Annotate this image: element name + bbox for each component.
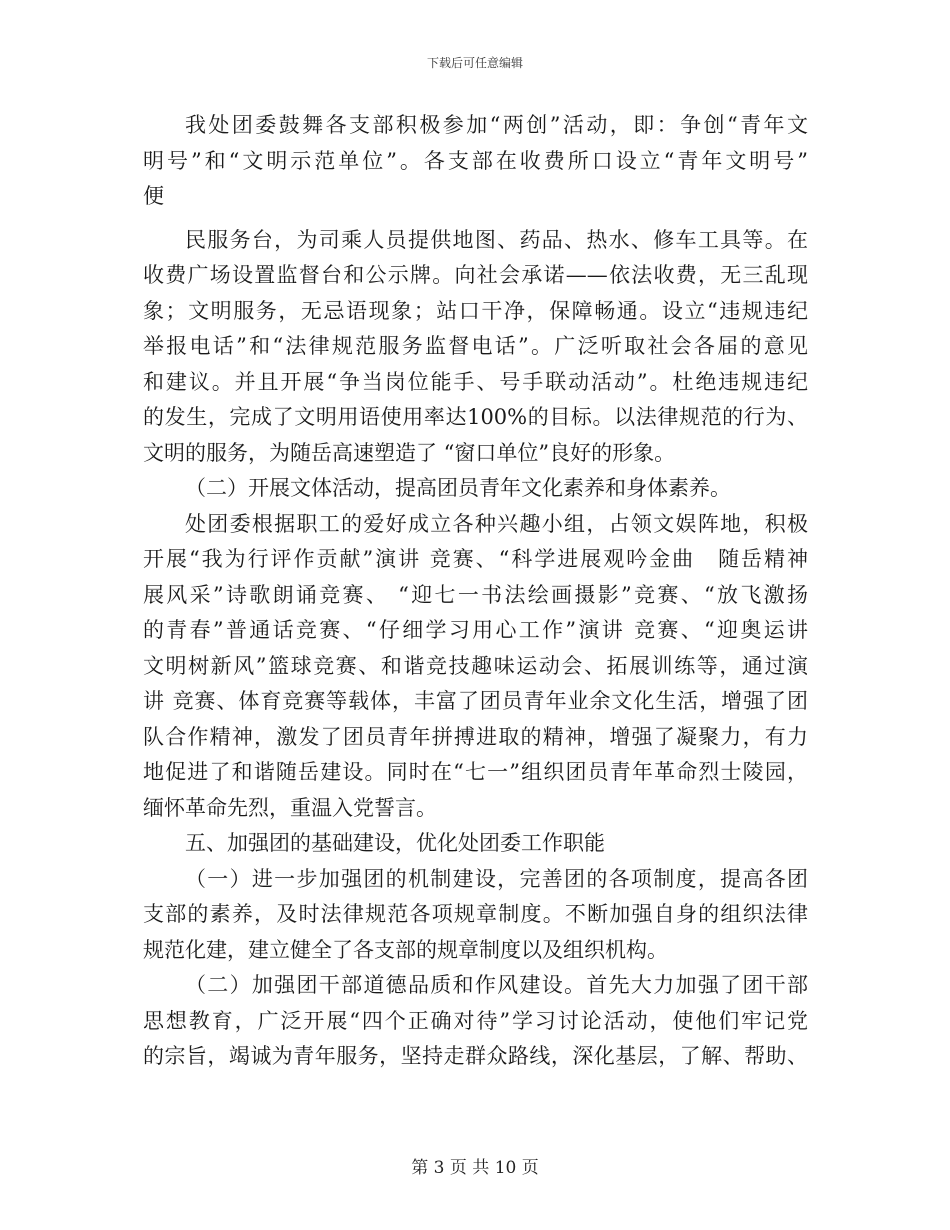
text-line: 举报电话”和“法律规范服务监督电话”。广泛听取社会各届的意见 xyxy=(143,334,808,358)
text-line: （二）开展文体活动，提高团员青年文化素养和身体素养。 xyxy=(185,476,731,500)
text-line: 民服务台，为司乘人员提供地图、药品、热水、修车工具等。在 xyxy=(185,227,808,252)
text-line: 便 xyxy=(143,184,164,208)
text-line: 讲 竞赛、体育竞赛等载体，丰富了团员青年业余文化生活，增强了团 xyxy=(143,689,808,713)
text-line: 的青春”普通话竞赛、“仔细学习用心工作”演讲 竞赛、“迎奥运讲 xyxy=(143,618,808,642)
text-line: 缅怀革命先烈，重温入党誓言。 xyxy=(143,795,437,820)
text-line: （二）加强团干部道德品质和作风建设。首先大力加强了团干部 xyxy=(185,973,808,997)
text-line: （一）进一步加强团的机制建设，完善团的各项制度，提高各团 xyxy=(185,866,808,891)
text-line: 处团委根据职工的爱好成立各种兴趣小组，占领文娱阵地，积极 xyxy=(185,511,808,536)
text-line: 地促进了和谐随岳建设。同时在“七一”组织团员青年革命烈士陵园， xyxy=(143,760,808,784)
text-line: 支部的素养，及时法律规范各项规章制度。不断加强自身的组织法律 xyxy=(143,902,808,926)
text-line: 收费广场设置监督台和公示牌。向社会承诺——依法收费，无三乱现 xyxy=(143,263,808,287)
header-note: 下载后可任意编辑 xyxy=(426,56,523,70)
text-line: 我处团委鼓舞各支部积极参加“两创”活动，即：争创“青年文 xyxy=(185,113,808,137)
page-footer: 第 3 页 共 10 页 xyxy=(411,1158,539,1178)
text-line: 规范化建，建立健全了各支部的规章制度以及组织机构。 xyxy=(143,937,668,962)
text-line: 展风采”诗歌朗诵竞赛、 “迎七一书法绘画摄影”竞赛、“放飞激扬 xyxy=(143,582,808,607)
text-line: 文明树新风”篮球竞赛、和谐竞技趣味运动会、拓展训练等，通过演 xyxy=(143,653,808,678)
text-line: 开展“我为行评作贡献”演讲 竞赛、“科学进展观吟金曲 随岳精神 xyxy=(143,547,808,571)
text-line: 队合作精神，激发了团员青年拼搏进取的精神，增强了凝聚力，有力 xyxy=(143,724,808,749)
text-line: 象；文明服务，无忌语现象；站口干净，保障畅通。设立“违规违纪 xyxy=(143,298,808,323)
text-line: 文明的服务，为随岳高速塑造了 “窗口单位”良好的形象。 xyxy=(143,440,676,465)
text-line: 明号”和“文明示范单位”。各支部在收费所口设立“青年文明号” xyxy=(143,148,808,173)
text-line: 思想教育，广泛开展“四个正确对待”学习讨论活动，使他们牢记党 xyxy=(143,1008,808,1033)
document-body xyxy=(143,108,808,1075)
text-line: 五、加强团的基础建设，优化处团委工作职能 xyxy=(185,831,605,855)
text-line: 的宗旨，竭诚为青年服务，坚持走群众路线，深化基层，了解、帮助、 xyxy=(143,1044,808,1068)
text-line: 的发生，完成了文明用语使用率达100%的目标。以法律规范的行为、 xyxy=(143,405,808,429)
text-line: 和建议。并且开展“争当岗位能手、号手联动活动”。杜绝违规违纪 xyxy=(143,369,808,394)
